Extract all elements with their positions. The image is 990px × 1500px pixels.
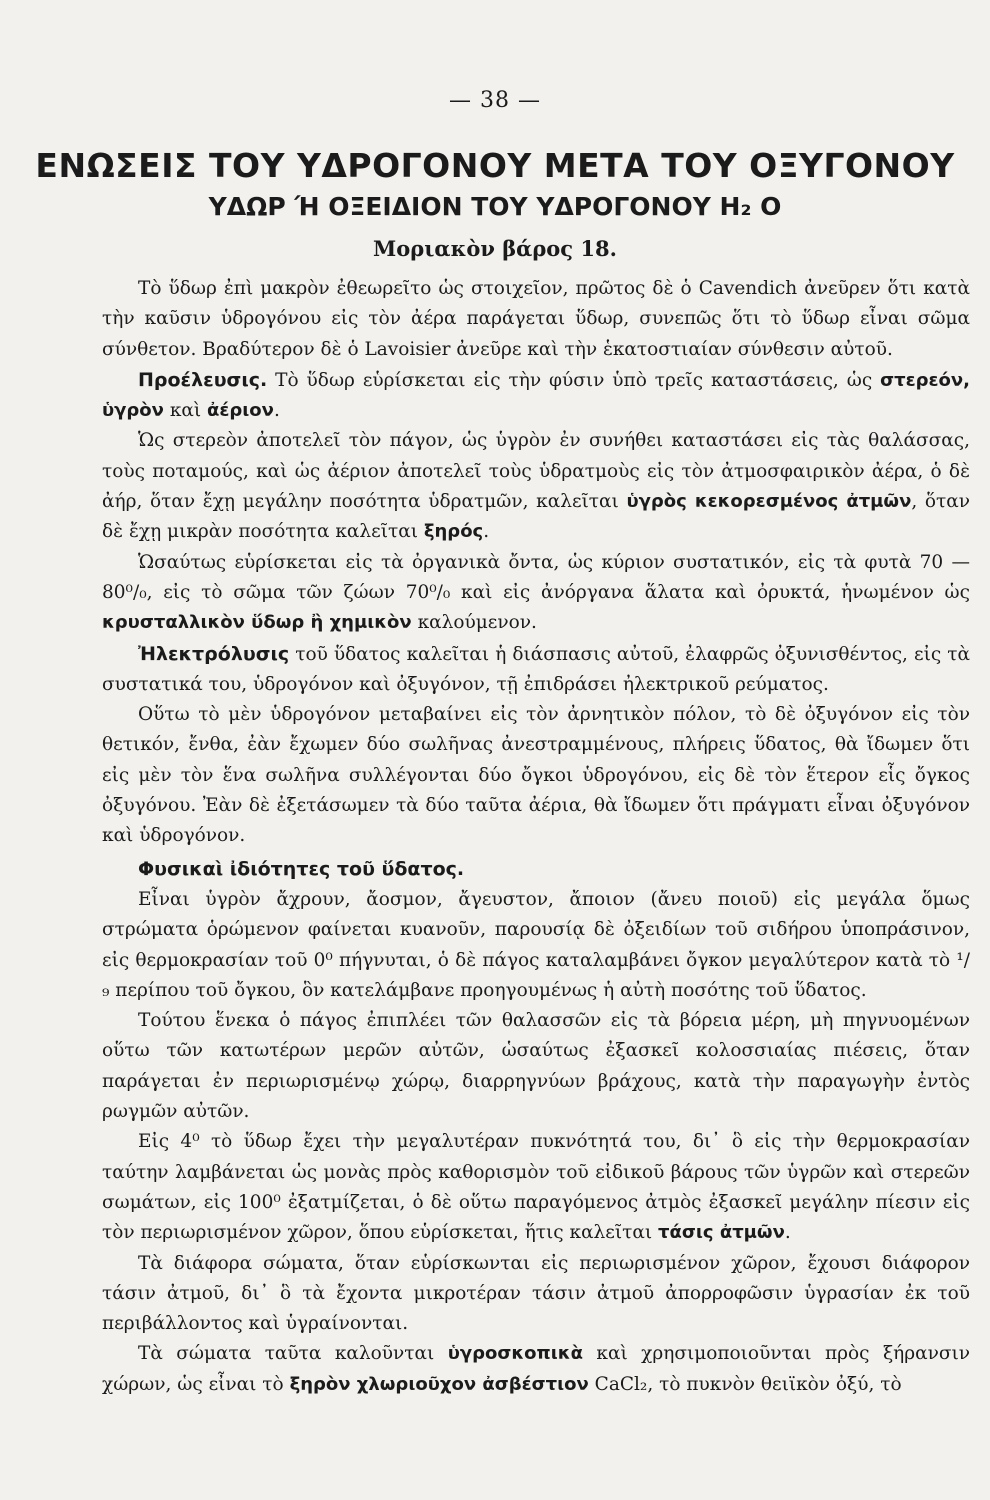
emphasis: ξηρός <box>423 521 484 543</box>
text-run: καὶ χρησιμοποιοῦνται πρὸς ξήρανσιν χώρων, ὡς εἶναι τὸ <box>102 1343 970 1395</box>
section-title: ΥΔΩΡ Ή ΟΞΕΙΔΙΟΝ ΤΟΥ ΥΔΡΟΓΟΝΟΥ H₂ O <box>208 192 782 221</box>
heading-text: Φυσικαὶ ἰδιότητες τοῦ ὕδατος. <box>138 857 465 880</box>
text-run: Ὡς στερεὸν ἀποτελεῖ τὸν πάγον, ὡς ὑγρὸν ἐν συνήθει καταστάσει εἰς τὰς θαλάσσας, τοὺς ποταμούς, καὶ ὡς ἀέριον ἀποτελεῖ τοὺς ὑδρατμοὺς εἰς τὸν ἀτμοσφαιρικὸν ἀέρα, ὁ δὲ ἀήρ, ὅταν ἔχῃ μεγάλην ποσότητα ὑδρατμῶν, καλεῖται <box>102 430 970 513</box>
paragraph-electrodes: Οὕτω τὸ μὲν ὑδρογόνον μεταβαίνει εἰς τὸν ἀρνητικὸν πόλον, τὸ δὲ ὀξυγόνον εἰς τὸν θετικόν, ἔνθα, ἐὰν ἔχωμεν δύο σωλῆνας ἀνεστραμμένους, πλήρεις ὕδατος, θὰ ἴδωμεν ὅτι εἰς μὲν τὸν ἕνα σωλῆνα συλλέγονται δύο ὄγκοι ὑδρογόνου, εἰς δὲ τὸν ἕτερον εἷς ὄγκος ὀξυγόνου. Ἐὰν δὲ ἐξετάσωμεν τὰ δύο ταῦτα ἀέρια, θὰ ἴδωμεν ὅτι πράγματι εἶναι ὀξυγόνον καὶ ὑδρογόνον. <box>102 704 970 847</box>
paragraph-organic <box>102 548 970 639</box>
emphasis: ξηρὸν χλωριοῦχον ἀσβέστιον <box>289 1373 589 1395</box>
text-run: καλούμενον. <box>411 612 537 634</box>
body-text <box>102 274 970 1400</box>
paragraph-origin <box>102 365 970 427</box>
text-run: . <box>483 521 490 543</box>
text-run: Εἰς 4⁰ τὸ ὕδωρ ἔχει τὴν μεγαλυτέραν πυκνότητά του, δι᾽ ὃ εἰς τὴν θερμοκρασίαν ταύτην λαμβάνεται ὡς μονὰς πρὸς καθορισμὸν τοῦ εἰδικοῦ βάρους τῶν ὑγρῶν καὶ στερεῶν σωμάτων, εἰς 100⁰ ἐξατμίζεται, ὁ δὲ οὕτω παραγόμενος ἀτμὸς ἐξασκεῖ μεγάλην πίεσιν εἰς τὸν περιωρισμένον χῶρον, ὅπου εὑρίσκεται, ἥτις καλεῖται <box>102 1131 970 1244</box>
paragraph-density <box>102 1127 970 1248</box>
paragraph-states <box>102 426 970 547</box>
text-run: Ὡσαύτως εὑρίσκεται εἰς τὰ ὀργανικὰ ὄντα, ὡς κύριον συστατικόν, εἰς τὰ φυτὰ 70 — 80⁰/₀, εἰς τὸ σῶμα τῶν ζώων 70⁰/₀ καὶ εἰς ἀνόργανα ἅλατα καὶ ὀρυκτά, ἡνωμένον ὡς <box>102 551 970 603</box>
paragraph-intro: Τὸ ὕδωρ ἐπὶ μακρὸν ἐθεωρεῖτο ὡς στοιχεῖον, πρῶτος δὲ ὁ Cavendich ἀνεῦρεν ὅτι κατὰ τὴν καῦσιν ὑδρογόνου εἰς τὸν ἀέρα παράγεται ὕδωρ, συνεπῶς ὅτι τὸ ὕδωρ εἶναι σῶμα σύνθετον. Βραδύτερον δὲ ὁ Lavoisier ἀνεῦρε καὶ τὴν ἑκατοστιαίαν σύνθεσιν αὐτοῦ. <box>102 278 970 360</box>
physical-properties-heading <box>102 854 970 885</box>
text-run: . <box>784 1222 791 1244</box>
text-run: . <box>273 400 280 422</box>
emphasis: τάσις ἀτμῶν <box>658 1222 785 1244</box>
text-run: CaCl₂, τὸ πυκνὸν θειϊκὸν ὀξύ, τὸ <box>588 1373 902 1395</box>
text-run: καὶ <box>163 400 208 422</box>
paragraph-vapor-pressure: Τὰ διάφορα σώματα, ὅταν εὑρίσκωνται εἰς περιωρισμένον χῶρον, ἔχουσι διάφορον τάσιν ἀτμοῦ, δι᾽ ὃ τὰ ἔχοντα μικροτέραν τάσιν ἀτμοῦ ἀπορροφῶσιν ὑγρασίαν ἐκ τοῦ περιβάλλοντος καὶ ὑγραίνονται. <box>102 1252 970 1335</box>
origin-heading: Προέλευσις. <box>138 368 268 391</box>
emphasis: στερεόν, ὑγρὸν <box>102 369 970 422</box>
chapter-title: ΕΝΩΣΕΙΣ ΤΟΥ ΥΔΡΟΓΟΝΟΥ ΜΕΤΑ ΤΟΥ ΟΞΥΓΟΝΟΥ <box>35 146 955 185</box>
emphasis: ὑγροσκοπικὰ <box>447 1343 583 1365</box>
page-number: — 38 — <box>449 88 541 113</box>
paragraph-appearance: Εἶναι ὑγρὸν ἄχρουν, ἄοσμον, ἄγευστον, ἄποιον (ἄνευ ποιοῦ) εἰς μεγάλα ὅμως στρώματα ὁρώμενον φαίνεται κυανοῦν, παρουσίᾳ δὲ ὀξειδίων τοῦ σιδήρου ὑποπράσινον, εἰς θερμοκρασίαν τοῦ 0⁰ πήγνυται, ὁ δὲ πάγος καταλαμβάνει ὄγκον μεγαλύτερον κατὰ τὸ ¹/₉ περίπου τοῦ ὄγκου, ὃν κατελάμβανε προηγουμένως ἡ αὐτὴ ποσότης τοῦ ὕδατος. <box>102 888 970 1001</box>
text-run: , ὅταν δὲ ἔχῃ μικρὰν ποσότητα καλεῖται <box>102 491 970 543</box>
paragraph-ice: Τούτου ἕνεκα ὁ πάγος ἐπιπλέει τῶν θαλασσῶν εἰς τὰ βόρεια μέρη, μὴ πηγνυομένων οὕτω τῶν κατωτέρων μερῶν αὐτῶν, ὡσαύτως ἐξασκεῖ κολοσσιαίας πιέσεις, ὅταν παράγεται ἐν περιωρισμένῳ χώρῳ, διαρρηγνύων βράχους, κατὰ τὴν παραγωγὴν ἐντὸς ρωγμῶν αὐτῶν. <box>102 1010 970 1123</box>
paragraph-electrolysis <box>102 639 970 701</box>
text-run: Τὰ σώματα ταῦτα καλοῦνται <box>138 1343 448 1365</box>
text-run: τοῦ ὕδατος καλεῖται ἡ διάσπασις αὐτοῦ, ἐλαφρῶς ὀξυνισθέντος, εἰς τὰ συστατικά του, ὑδρογόνον καὶ ὀξυγόνον, τῇ ἐπιδράσει ἠλεκτρικοῦ ρεύματος. <box>102 643 970 695</box>
emphasis: ἀέριον <box>207 400 274 422</box>
text-run: Τὸ ὕδωρ εὑρίσκεται εἰς τὴν φύσιν ὑπὸ τρεῖς καταστάσεις, ὡς <box>267 369 881 391</box>
molecular-weight: Μοριακὸν βάρος 18. <box>373 236 617 261</box>
emphasis: κρυσταλλικὸν ὕδωρ ἢ χημικὸν <box>102 612 412 634</box>
paragraph-hygroscopic <box>102 1339 970 1400</box>
electrolysis-heading: Ἠλεκτρόλυσις <box>138 642 290 665</box>
emphasis: ὑγρὸς κεκορεσμένος ἀτμῶν <box>626 491 912 513</box>
